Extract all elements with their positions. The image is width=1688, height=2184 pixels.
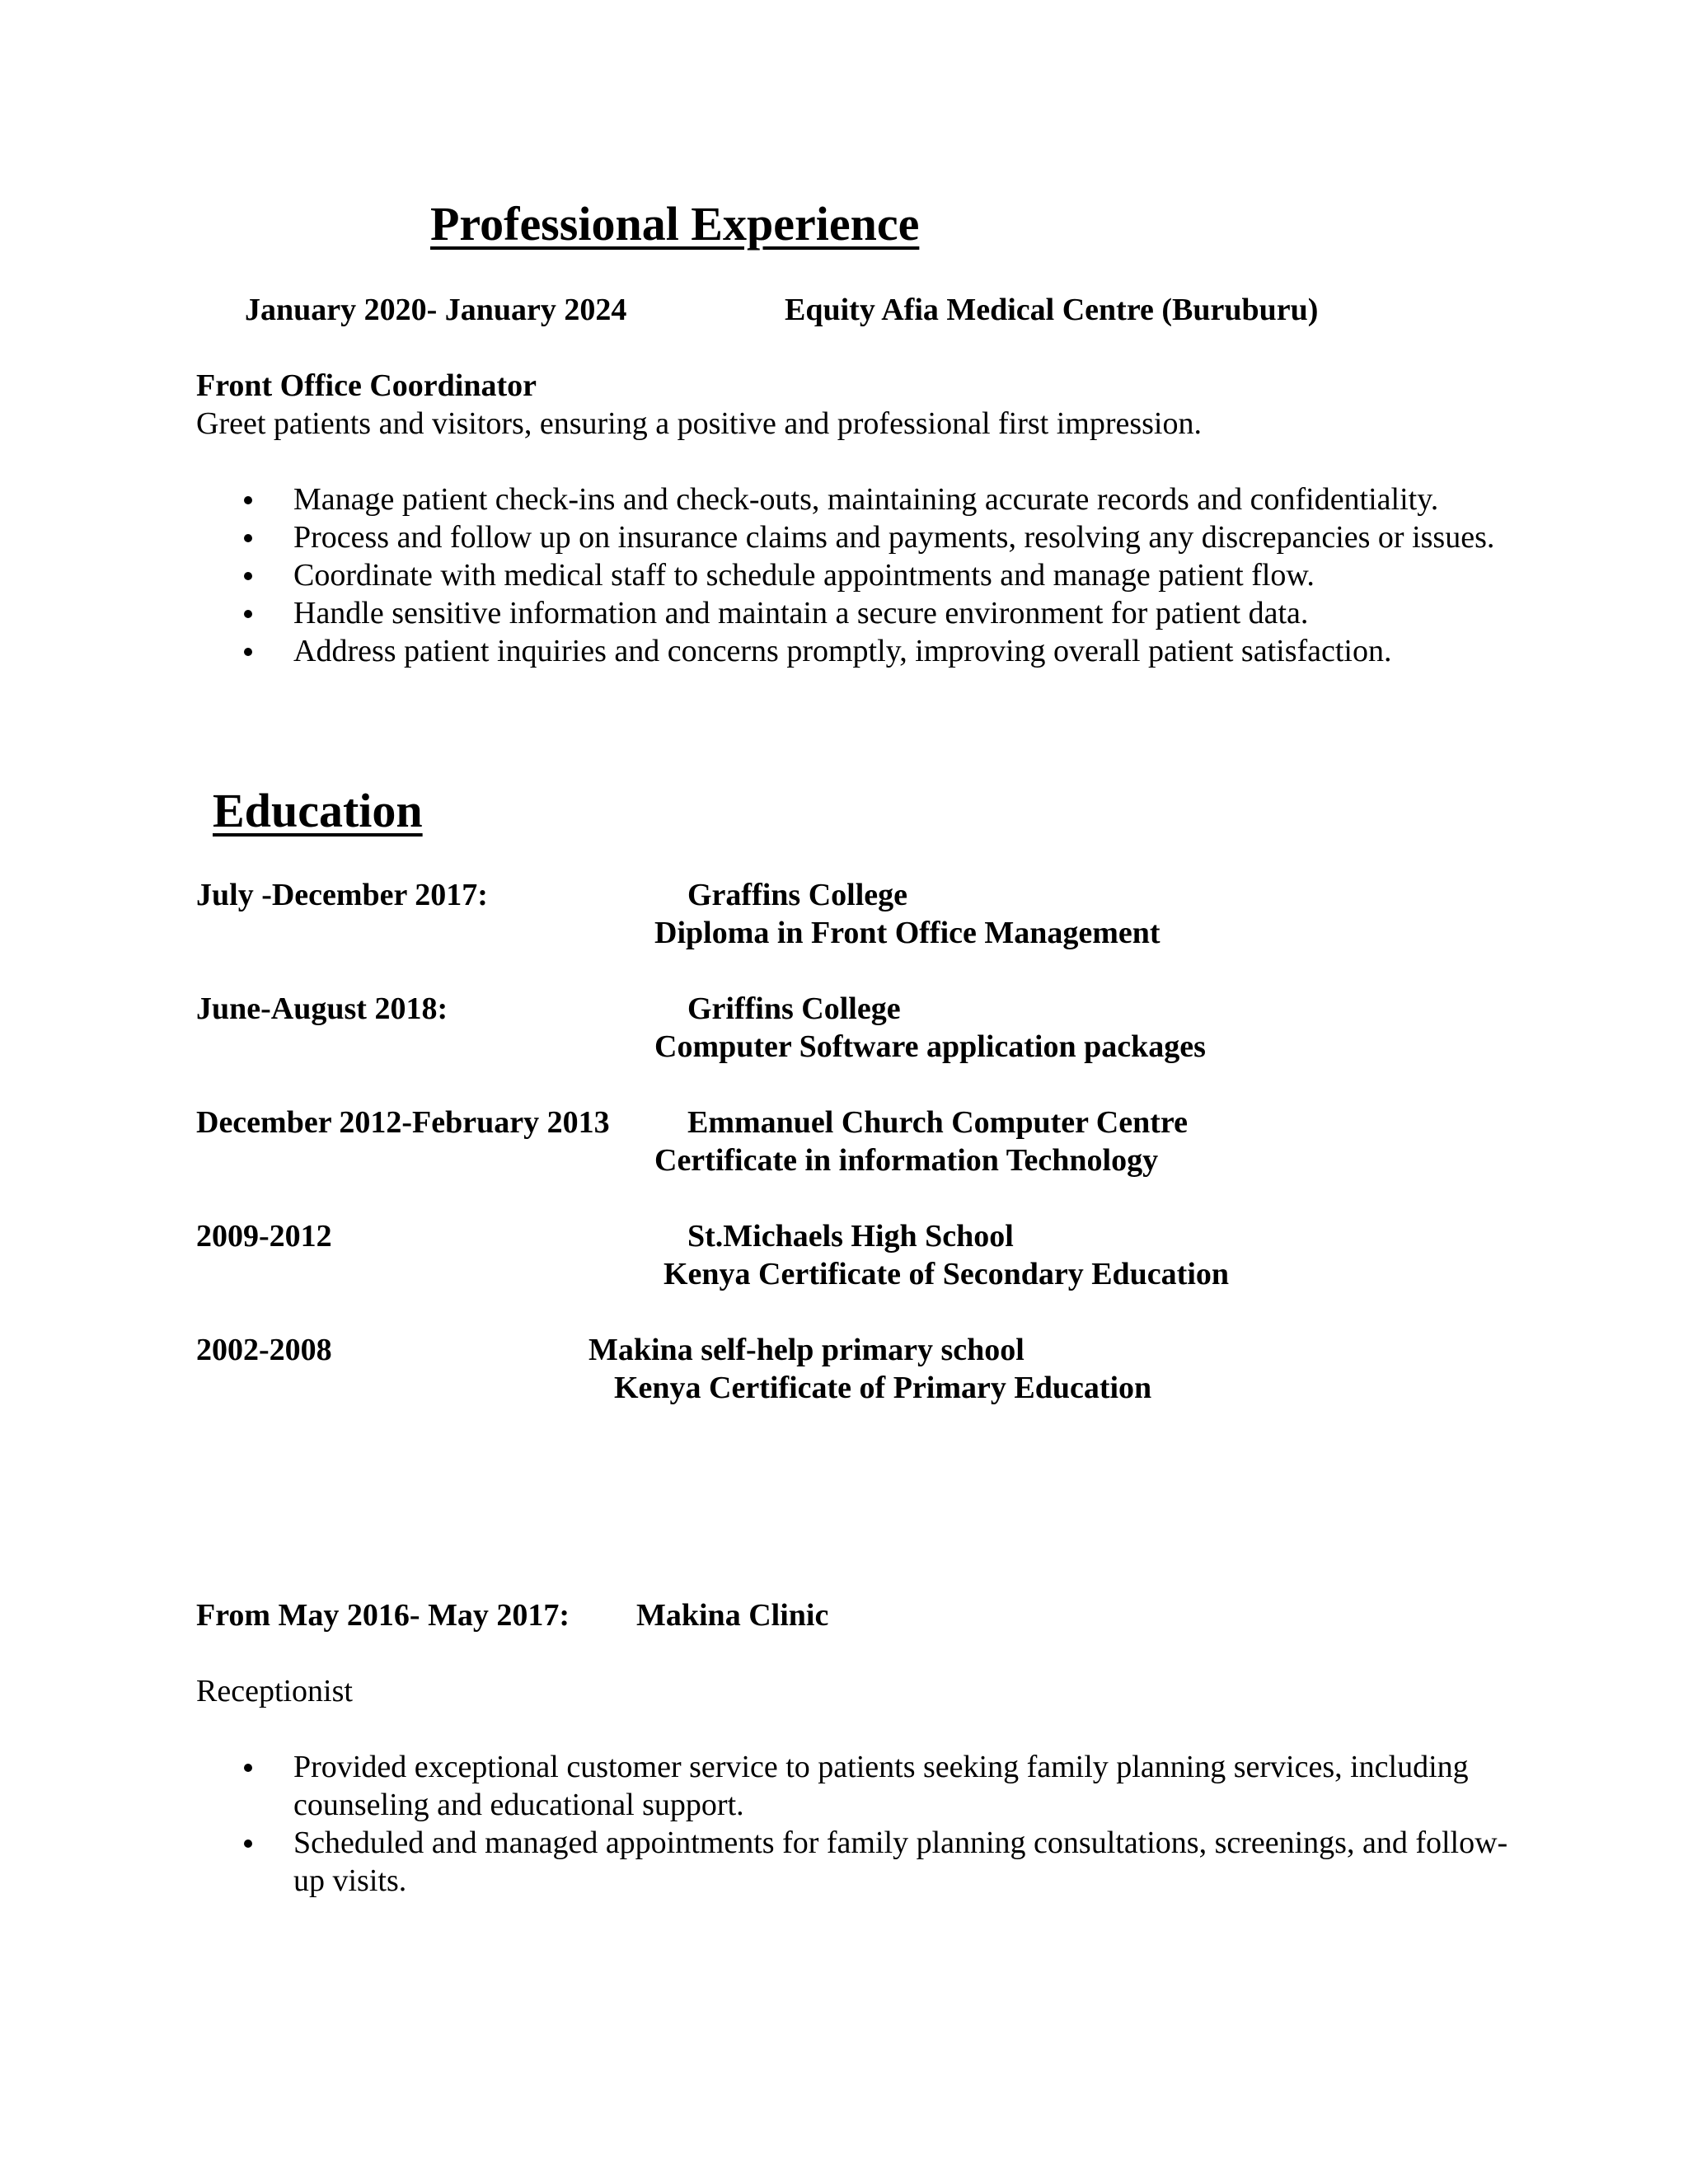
edu2-dates: June-August 2018:	[196, 991, 448, 1026]
bullet-icon	[244, 1840, 252, 1848]
bullet-icon	[244, 1764, 252, 1772]
edu5-award: Kenya Certificate of Primary Education	[614, 1371, 1152, 1405]
job2-duties-list	[196, 1748, 1513, 1900]
edu4-institution: St.Michaels High School	[687, 1219, 1014, 1254]
list-item: Coordinate with medical staff to schedule appointments and manage patient flow.	[196, 556, 1513, 594]
bullet-icon	[244, 496, 252, 504]
bullet-icon	[244, 534, 252, 542]
job1-dates: January 2020- January 2024	[245, 293, 627, 327]
edu2-award: Computer Software application packages	[654, 1029, 1206, 1064]
edu2-institution: Griffins College	[687, 991, 901, 1026]
bullet-icon	[244, 648, 252, 656]
list-item: Process and follow up on insurance claims and payments, resolving any discrepancies or issues.	[196, 518, 1513, 556]
job2-title: Receptionist	[196, 1674, 353, 1708]
job2-employer: Makina Clinic	[636, 1598, 829, 1633]
experience-heading: Professional Experience	[430, 197, 920, 251]
edu4-award: Kenya Certificate of Secondary Education	[663, 1257, 1230, 1291]
edu3-award: Certificate in information Technology	[654, 1143, 1159, 1178]
job1-duties-list	[196, 480, 1513, 670]
job1-employer: Equity Afia Medical Centre (Buruburu)	[785, 293, 1319, 327]
edu4-dates: 2009-2012	[196, 1219, 332, 1254]
list-item: Handle sensitive information and maintain a secure environment for patient data.	[196, 594, 1513, 632]
bullet-icon	[244, 572, 252, 580]
edu1-award: Diploma in Front Office Management	[654, 916, 1160, 950]
edu5-institution: Makina self-help primary school	[588, 1333, 1025, 1367]
list-item: Provided exceptional customer service to patients seeking family planning services, including counseling and educational support.	[196, 1748, 1513, 1824]
job1-summary: Greet patients and visitors, ensuring a positive and professional first impression.	[196, 406, 1202, 441]
list-item: Address patient inquiries and concerns promptly, improving overall patient satisfaction.	[196, 632, 1513, 670]
edu1-dates: July -December 2017:	[196, 878, 488, 912]
education-heading: Education	[213, 784, 423, 837]
edu5-dates: 2002-2008	[196, 1333, 332, 1367]
list-item: Scheduled and managed appointments for family planning consultations, screenings, and follow-up visits.	[196, 1824, 1513, 1900]
edu3-dates: December 2012-February 2013	[196, 1105, 610, 1140]
job1-title: Front Office Coordinator	[196, 368, 537, 403]
edu1-institution: Graffins College	[687, 878, 908, 912]
bullet-icon	[244, 610, 252, 618]
job2-dates: From May 2016- May 2017:	[196, 1598, 570, 1633]
list-item: Manage patient check-ins and check-outs, maintaining accurate records and confidentiality.	[196, 480, 1513, 518]
edu3-institution: Emmanuel Church Computer Centre	[687, 1105, 1188, 1140]
